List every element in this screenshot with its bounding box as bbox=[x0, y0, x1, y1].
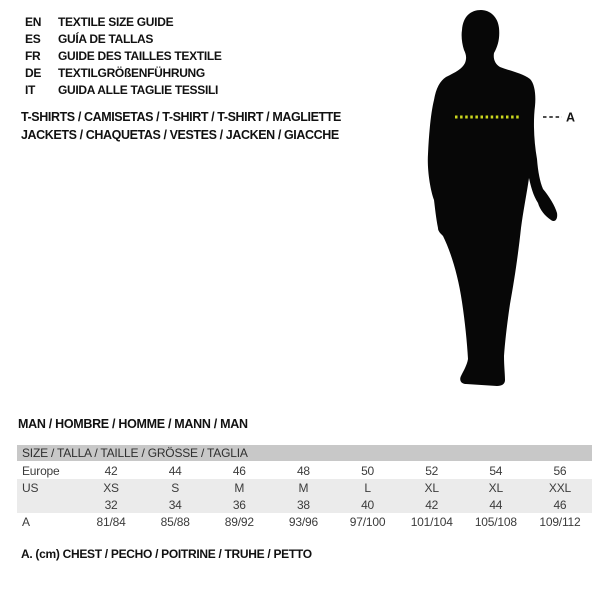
language-label: TEXTILE SIZE GUIDE bbox=[58, 14, 174, 29]
section-title-man: MAN / HOMBRE / HOMME / MANN / MAN bbox=[18, 417, 248, 431]
language-code: IT bbox=[25, 82, 36, 97]
row-label: US bbox=[22, 480, 39, 495]
size-cell: M bbox=[298, 480, 309, 495]
category-tshirts: T-SHIRTS / CAMISETAS / T-SHIRT / T-SHIRT / MAGLIETTE bbox=[21, 110, 341, 124]
language-row-fr bbox=[25, 47, 222, 64]
table-row-europe bbox=[17, 462, 592, 479]
language-label: GUIDA ALLE TAGLIE TESSILI bbox=[58, 82, 219, 97]
size-cell: XL bbox=[488, 480, 503, 495]
size-cell: 97/100 bbox=[349, 514, 386, 529]
size-cell: 42 bbox=[425, 497, 439, 512]
table-row-uk bbox=[17, 496, 592, 513]
size-cell: 42 bbox=[104, 463, 118, 478]
size-cell: 32 bbox=[104, 497, 118, 512]
size-cell: 46 bbox=[553, 497, 567, 512]
size-cell: 50 bbox=[361, 463, 375, 478]
language-list bbox=[25, 13, 222, 98]
man-silhouette-figure bbox=[410, 4, 580, 394]
measurement-footnote: A. (cm) CHEST / PECHO / POITRINE / TRUHE / PETTO bbox=[21, 547, 312, 561]
size-cell: 44 bbox=[168, 463, 182, 478]
size-cell: XL bbox=[424, 480, 439, 495]
man-silhouette bbox=[428, 10, 557, 386]
row-label: Europe bbox=[22, 463, 60, 478]
language-row-en bbox=[25, 13, 222, 30]
table-row-chest-a bbox=[17, 513, 592, 530]
size-cell: 89/92 bbox=[224, 514, 254, 529]
size-table-header: SIZE / TALLA / TAILLE / GRÖSSE / TAGLIA bbox=[17, 445, 592, 461]
man-silhouette-svg bbox=[410, 4, 580, 394]
size-cell: 36 bbox=[232, 497, 246, 512]
size-cell: 52 bbox=[425, 463, 439, 478]
language-row-es bbox=[25, 30, 222, 47]
size-cell: 85/88 bbox=[160, 514, 190, 529]
language-label: GUÍA DE TALLAS bbox=[58, 31, 154, 46]
language-row-de bbox=[25, 64, 222, 81]
size-cell: 81/84 bbox=[96, 514, 126, 529]
size-cell: 101/104 bbox=[410, 514, 453, 529]
garment-categories bbox=[21, 108, 341, 144]
language-row-it bbox=[25, 81, 222, 98]
category-jackets: JACKETS / CHAQUETAS / VESTES / JACKEN / GIACCHE bbox=[21, 128, 339, 142]
language-label: TEXTILGRÖßENFÜHRUNG bbox=[58, 65, 205, 80]
language-label: GUIDE DES TAILLES TEXTILE bbox=[58, 48, 222, 63]
language-code: DE bbox=[25, 65, 42, 80]
size-table bbox=[17, 445, 592, 530]
size-cell: XS bbox=[103, 480, 119, 495]
size-cell: 109/112 bbox=[539, 514, 581, 529]
language-code: EN bbox=[25, 14, 42, 29]
size-cell: XXL bbox=[548, 480, 571, 495]
size-cell: 48 bbox=[296, 463, 310, 478]
size-cell: M bbox=[234, 480, 245, 495]
row-label: A bbox=[22, 514, 30, 529]
table-row-us bbox=[17, 479, 592, 496]
size-cell: S bbox=[171, 480, 180, 495]
size-cell: 46 bbox=[232, 463, 246, 478]
size-cell: 38 bbox=[296, 497, 310, 512]
size-cell: 93/96 bbox=[288, 514, 318, 529]
size-cell: L bbox=[364, 480, 371, 495]
size-cell: 54 bbox=[489, 463, 503, 478]
size-cell: 40 bbox=[361, 497, 375, 512]
size-cell: 44 bbox=[489, 497, 503, 512]
size-cell: 56 bbox=[553, 463, 567, 478]
measure-callout-label: A bbox=[566, 110, 576, 125]
language-code: FR bbox=[25, 48, 41, 63]
language-code: ES bbox=[25, 31, 41, 46]
size-cell: 34 bbox=[168, 497, 182, 512]
size-cell: 105/108 bbox=[474, 514, 517, 529]
